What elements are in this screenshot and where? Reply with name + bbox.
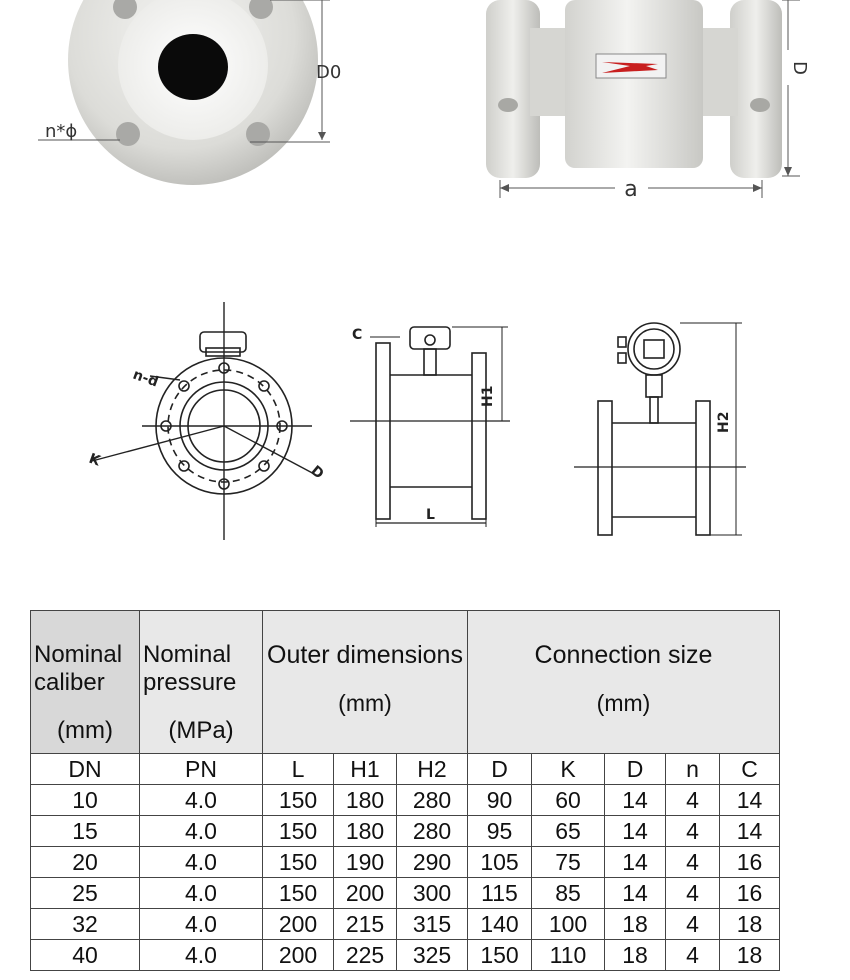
meter-body-photo: [470, 0, 850, 210]
col-header: C: [720, 754, 780, 785]
table-cell: 14: [720, 816, 780, 847]
table-cell: 200: [334, 878, 397, 909]
table-row: [31, 909, 780, 940]
table-cell: 14: [605, 847, 666, 878]
converter-view-drawing: [570, 315, 750, 540]
table-cell: 14: [720, 785, 780, 816]
table-cell: 200: [263, 940, 334, 971]
table-cell: 16: [720, 878, 780, 909]
table-cell: 140: [468, 909, 532, 940]
table-cell: 65: [532, 816, 605, 847]
table-cell: 4: [666, 785, 720, 816]
h1-label: H1: [480, 385, 496, 407]
table-cell: 4.0: [140, 909, 263, 940]
flange-front-photo: [0, 0, 400, 200]
table-cell: 150: [263, 878, 334, 909]
col-header: L: [263, 754, 334, 785]
table-cell: 180: [334, 785, 397, 816]
table-row: [31, 940, 780, 971]
table-cell: 215: [334, 909, 397, 940]
table-cell: 225: [334, 940, 397, 971]
table-cell: 4: [666, 940, 720, 971]
col-header: n: [666, 754, 720, 785]
table-cell: 18: [605, 940, 666, 971]
l-label: L: [426, 507, 435, 523]
table-cell: 190: [334, 847, 397, 878]
table-cell: 4: [666, 847, 720, 878]
connection-size-title: Connection size: [534, 641, 713, 669]
outer-dimensions-header: [263, 611, 468, 754]
nominal-pressure-header: [140, 611, 263, 754]
column-header-row: [31, 754, 780, 785]
outer-dimensions-unit: (mm): [338, 690, 392, 716]
table-cell: 14: [605, 816, 666, 847]
table-cell: 200: [263, 909, 334, 940]
length-a-label: a: [624, 177, 638, 202]
table-cell: 40: [31, 940, 140, 971]
side-view-drawing: [340, 315, 520, 535]
table-cell: 10: [31, 785, 140, 816]
nominal-caliber-line2: caliber: [34, 669, 105, 696]
connection-size-unit: (mm): [596, 690, 651, 716]
nominal-caliber-line1: Nominal: [34, 641, 123, 668]
table-cell: 32: [31, 909, 140, 940]
col-header: PN: [140, 754, 263, 785]
dimensions-table: [30, 610, 780, 971]
n-d-label: n-d: [130, 366, 161, 391]
table-cell: 25: [31, 878, 140, 909]
col-header: K: [532, 754, 605, 785]
connection-size-header: [468, 611, 780, 754]
outer-dimensions-title: Outer dimensions: [267, 641, 463, 669]
table-cell: 105: [468, 847, 532, 878]
c-label: C: [352, 327, 363, 343]
table-cell: 300: [397, 878, 468, 909]
table-cell: 315: [397, 909, 468, 940]
nominal-caliber-header: [31, 611, 140, 754]
table-row: [31, 878, 780, 909]
table-cell: 95: [468, 816, 532, 847]
table-cell: 14: [605, 785, 666, 816]
table-cell: 4.0: [140, 785, 263, 816]
table-cell: 180: [334, 816, 397, 847]
table-cell: 100: [532, 909, 605, 940]
nominal-caliber-unit: (mm): [57, 717, 113, 744]
table-cell: 115: [468, 878, 532, 909]
table-cell: 325: [397, 940, 468, 971]
nominal-pressure-line1: Nominal: [143, 641, 232, 668]
table-cell: 75: [532, 847, 605, 878]
table-cell: 110: [532, 940, 605, 971]
table-cell: 150: [263, 785, 334, 816]
table-cell: 20: [31, 847, 140, 878]
h2-label: H2: [716, 411, 732, 433]
table-cell: 14: [605, 878, 666, 909]
table-cell: 4.0: [140, 847, 263, 878]
d-label: D: [307, 462, 327, 483]
table-cell: 15: [31, 816, 140, 847]
table-cell: 150: [263, 816, 334, 847]
table-cell: 18: [720, 909, 780, 940]
diameter-d-label: D: [789, 61, 810, 75]
table-cell: 4.0: [140, 940, 263, 971]
table-cell: 150: [468, 940, 532, 971]
table-cell: 85: [532, 878, 605, 909]
table-cell: 280: [397, 785, 468, 816]
table-row: [31, 785, 780, 816]
table-row: [31, 847, 780, 878]
table-cell: 18: [605, 909, 666, 940]
table-cell: 290: [397, 847, 468, 878]
nominal-pressure-line2: pressure: [143, 669, 237, 696]
front-view-drawing: [80, 300, 340, 545]
col-header: H2: [397, 754, 468, 785]
table-cell: 4.0: [140, 816, 263, 847]
col-header: H1: [334, 754, 397, 785]
table-cell: 4: [666, 878, 720, 909]
k-label: K: [86, 450, 103, 470]
table-cell: 60: [532, 785, 605, 816]
d0-label: D0: [316, 62, 342, 83]
col-header: D: [468, 754, 532, 785]
table-cell: 90: [468, 785, 532, 816]
nominal-pressure-unit: (MPa): [168, 717, 234, 744]
table-cell: 16: [720, 847, 780, 878]
col-header: DN: [31, 754, 140, 785]
table-cell: 4: [666, 909, 720, 940]
table-row: [31, 816, 780, 847]
table-cell: 150: [263, 847, 334, 878]
table-cell: 280: [397, 816, 468, 847]
holes-label: n*ϕ: [45, 121, 78, 142]
table-cell: 4.0: [140, 878, 263, 909]
col-header: D: [605, 754, 666, 785]
table-cell: 4: [666, 816, 720, 847]
table-cell: 18: [720, 940, 780, 971]
